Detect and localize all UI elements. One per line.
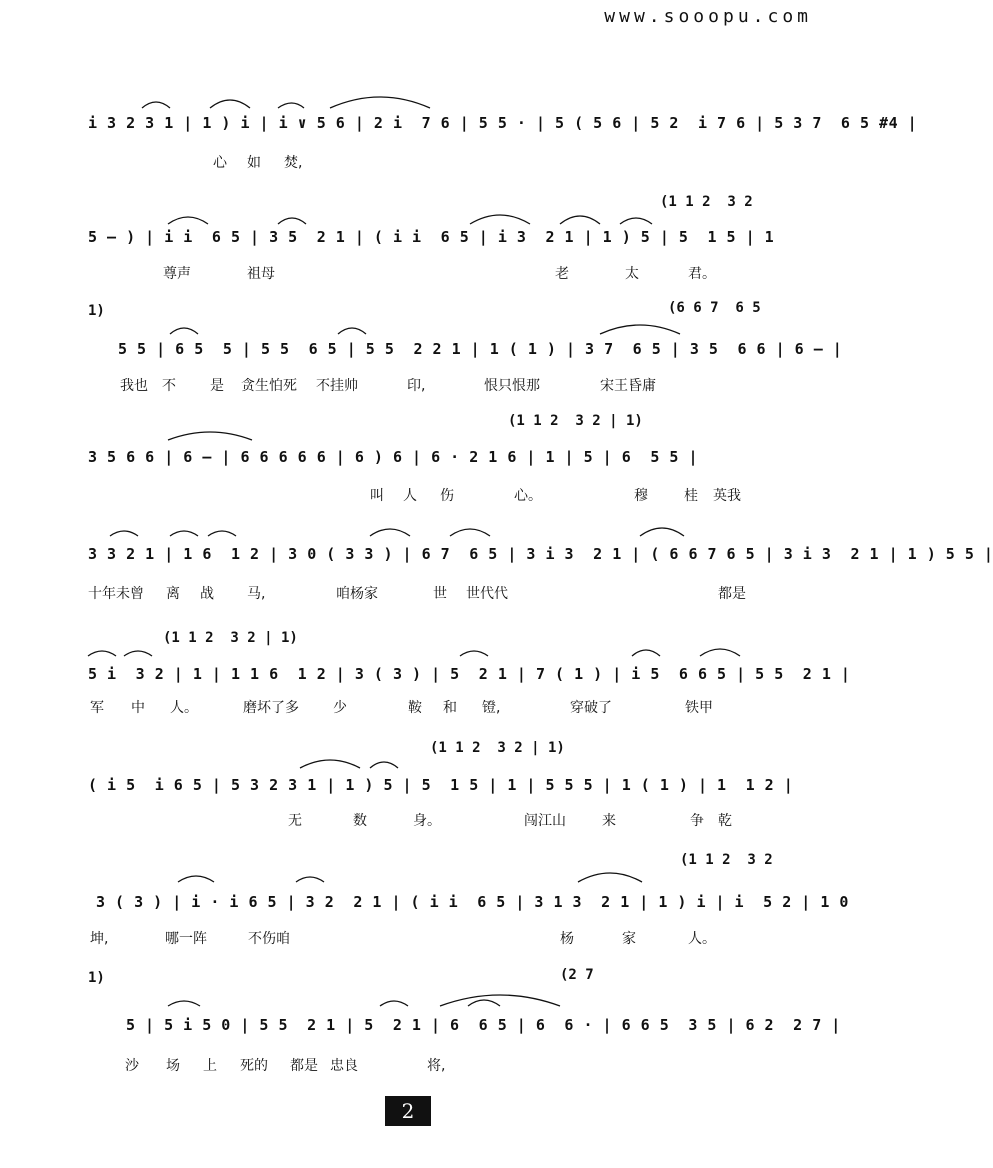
notation-row-2: 5 – ) | i i 6 5 | 3 5 2 1 | ( i i 6 5 | i 3 2 1 | 1 ) 5 | 5 1 5 | 1 [88, 228, 775, 246]
lyric-2-4: 太 [625, 266, 639, 282]
lyric-6-9: 穿破了 [570, 700, 612, 716]
notation-row-8: 3 ( 3 ) | i · i 6 5 | 3 2 2 1 | ( i i 6 5 | 3 1 3 2 1 | 1 ) i | i 5 2 | 1 0 [96, 893, 849, 911]
lyric-3-8: 宋王昏庸 [600, 378, 656, 394]
lyric-6-1: 军 [90, 700, 104, 716]
interlude-above-3: (6 6 7 6 5 [668, 300, 761, 316]
notation-row-3: 5 5 | 6 5 5 | 5 5 6 5 | 5 5 2 2 1 | 1 ( 1 ) | 3 7 6 5 | 3 5 6 6 | 6 – | [118, 340, 843, 358]
lyric-3-1: 我也 [120, 378, 148, 394]
interlude-above-6: (1 1 2 3 2 | 1) [163, 630, 298, 646]
lyric-4-2: 人 [403, 488, 417, 504]
lyric-7-2: 数 [353, 813, 367, 829]
lyric-7-7: 乾 [718, 813, 732, 829]
lyric-8-1: 坤, [90, 931, 109, 947]
lyric-7-5: 来 [602, 813, 616, 829]
lyric-8-2: 哪一阵 [165, 931, 207, 947]
lyric-5-5: 咱杨家 [336, 586, 378, 602]
interlude-above-9: (2 7 [560, 967, 594, 983]
lyric-9-1: 沙 [125, 1058, 139, 1074]
lyric-6-4: 磨坏了多 [243, 700, 299, 716]
lyric-1-2: 如 [247, 155, 261, 171]
interlude-above-7: (1 1 2 3 2 | 1) [430, 740, 565, 756]
lyric-5-4: 马, [247, 586, 266, 602]
interlude-end-3: 1) [88, 303, 105, 319]
lyric-6-7: 和 [443, 700, 457, 716]
interlude-above-8: (1 1 2 3 2 [680, 852, 773, 868]
site-watermark: www.sooopu.com [604, 6, 812, 27]
lyric-8-6: 人。 [688, 931, 716, 947]
lyric-3-7: 恨只恨那 [484, 378, 540, 394]
lyric-1-3: 焚, [284, 155, 303, 171]
lyric-7-4: 闯江山 [524, 813, 566, 829]
lyric-6-6: 鞍 [408, 700, 422, 716]
interlude-above-4: (1 1 2 3 2 | 1) [508, 413, 643, 429]
lyric-1-1: 心 [213, 155, 227, 171]
lyric-2-3: 老 [555, 266, 569, 282]
interlude-above-2: (1 1 2 3 2 [660, 194, 753, 210]
notation-row-5: 3 3 2 1 | 1 6 1 2 | 3 0 ( 3 3 ) | 6 7 6 5 | 3 i 3 2 1 | ( 6 6 7 6 5 | 3 i 3 2 1 | 1 ) 5 5 | [88, 545, 993, 563]
lyric-8-5: 家 [622, 931, 636, 947]
lyric-7-1: 无 [288, 813, 302, 829]
lyric-4-1: 叫 [370, 488, 384, 504]
lyric-5-6: 世 [433, 586, 447, 602]
lyric-6-8: 镫, [482, 700, 501, 716]
lyric-4-7: 英我 [713, 488, 741, 504]
lyric-9-3: 上 [203, 1058, 217, 1074]
lyric-2-1: 尊声 [163, 266, 191, 282]
lyric-3-4: 贪生怕死 [241, 378, 297, 394]
notation-row-9: 5 | 5 i 5 0 | 5 5 2 1 | 5 2 1 | 6 6 5 | 6 6 · | 6 6 5 3 5 | 6 2 2 7 | [126, 1016, 841, 1034]
lyric-6-2: 中 [131, 700, 145, 716]
lyric-5-3: 战 [200, 586, 214, 602]
lyric-9-6: 忠良 [330, 1058, 358, 1074]
notation-row-4: 3 5 6 6 | 6 – | 6 6 6 6 6 | 6 ) 6 | 6 · 2 1 6 | 1 | 5 | 6 5 5 | [88, 448, 698, 466]
lyric-4-6: 桂 [684, 488, 698, 504]
lyric-8-4: 杨 [560, 931, 574, 947]
lyric-5-8: 都是 [718, 586, 746, 602]
lyric-9-7: 将, [427, 1058, 446, 1074]
lyric-4-5: 穆 [634, 488, 648, 504]
lyric-4-3: 伤 [440, 488, 454, 504]
lyric-7-6: 争 [690, 813, 704, 829]
lyric-3-5: 不挂帅 [316, 378, 358, 394]
lyric-6-3: 人。 [170, 700, 198, 716]
lyric-5-1: 十年未曾 [88, 586, 144, 602]
page-number: 2 [385, 1096, 431, 1126]
lyric-9-4: 死的 [240, 1058, 268, 1074]
lyric-3-2: 不 [162, 378, 176, 394]
notation-row-1: i 3 2 3 1 | 1 ) i | i ∨ 5 6 | 2 i 7 6 | 5 5 · | 5 ( 5 6 | 5 2 i 7 6 | 5 3 7 6 5 #4 | [88, 114, 918, 132]
lyric-9-5: 都是 [290, 1058, 318, 1074]
lyric-2-2: 祖母 [247, 266, 275, 282]
lyric-2-5: 君。 [688, 266, 716, 282]
notation-row-6: 5 i 3 2 | 1 | 1 1 6 1 2 | 3 ( 3 ) | 5 2 1 | 7 ( 1 ) | i 5 6 6 5 | 5 5 2 1 | [88, 665, 851, 683]
lyric-4-4: 心。 [514, 488, 542, 504]
lyric-9-2: 场 [166, 1058, 180, 1074]
interlude-end-9: 1) [88, 970, 105, 986]
lyric-8-3: 不伤咱 [248, 931, 290, 947]
lyric-6-5: 少 [333, 700, 347, 716]
lyric-6-10: 铁甲 [685, 700, 713, 716]
lyric-5-7: 世代代 [466, 586, 508, 602]
lyric-3-3: 是 [210, 378, 224, 394]
notation-row-7: ( i 5 i 6 5 | 5 3 2 3 1 | 1 ) 5 | 5 1 5 | 1 | 5 5 5 | 1 ( 1 ) | 1 1 2 | [88, 776, 794, 794]
lyric-7-3: 身。 [413, 813, 441, 829]
lyric-5-2: 离 [166, 586, 180, 602]
lyric-3-6: 印, [407, 378, 426, 394]
